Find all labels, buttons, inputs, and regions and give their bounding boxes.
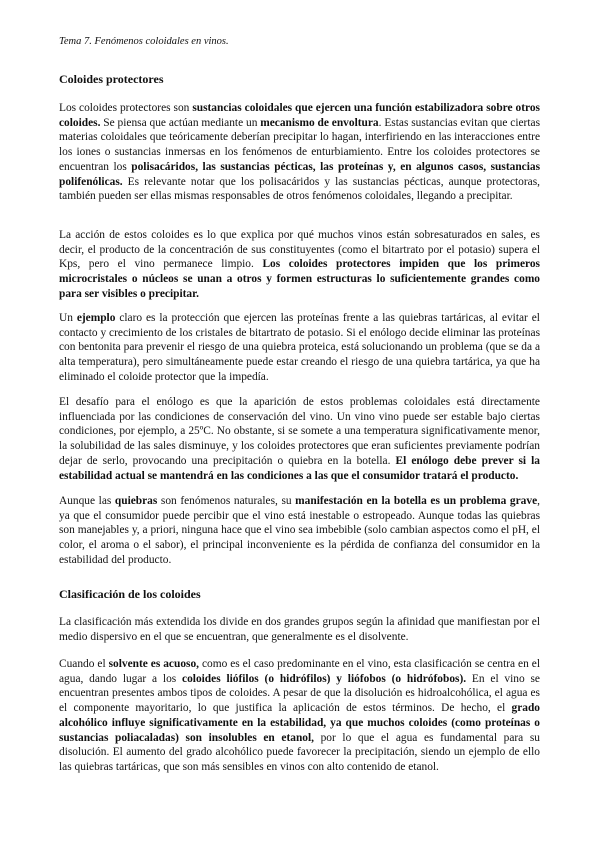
paragraph (59, 228, 540, 302)
text-run: claro es la protección que ejercen las proteínas frente a las quiebras tartáricas, al evitar el contacto y crecimiento de los cristales de bitartrato de potasio. Si el enólogo decide eliminar las proteínas con bentonita para prevenir el riesgo de una quiebra proteica, está solucionando un problema (que se da a alta temperatura), pero simultáneamente puede estar creando el riesgo de una quiebra tartárica, ya que ha eliminado el coloide protector que la impedía. (59, 312, 540, 383)
text-run: Aunque las (59, 495, 115, 507)
text-run: Los coloides protectores son (59, 102, 193, 114)
section-title-clasificacion: Clasificación de los coloides (59, 587, 201, 601)
text-run: Cuando el (59, 658, 109, 670)
paragraph (59, 615, 540, 644)
bold-text-run: solvente es acuoso, (108, 658, 199, 670)
text-run: La clasificación más extendida los divide en dos grandes grupos según la afinidad que manifiestan por el medio dispersivo en el que se encuentran, que generalmente es el disolvente. (59, 616, 540, 643)
text-run: como es el caso predominante en el vino, esta clasificación se centra en el agua, dando lugar a los (59, 658, 540, 685)
text-run: La acción de estos coloides es lo que explica por qué muchos vinos están sobresaturados en sales, es decir, el producto de la concentración de sus constituyentes (como el bitartrato por el potasio) supera el Kps, pero el vino permanece limpio. (59, 229, 540, 271)
text-run: por lo que el agua es fundamental para su disolución. El aumento del grado alcohólico puede favorecer la precipitación, siendo un ejemplo de ello las quiebras tartáricas, que son más sensibles en vinos con alto contenido de etanol. (59, 731, 540, 773)
bold-text-run: Los coloides protectores impiden que los primeros microcristales o núcleos se unan a otros y formen estructuras lo suficientemente grandes como para ser visibles o precipitar. (59, 258, 540, 300)
bold-text-run: polisacáridos, las sustancias pécticas, las proteínas y, en algunos casos, sustancias polifenólicas. (59, 160, 541, 188)
bold-text-run: ejemplo (76, 312, 116, 324)
bold-text-run: mecanismo de envoltura (260, 116, 379, 129)
text-run: En el vino se encuentran presentes ambos tipos de coloides. A pesar de que la disolución es hidroalcohólica, el agua es el componente mayoritario, lo que justifica la aplicación de estos términos. De hecho, el (59, 672, 540, 715)
paragraph (59, 395, 540, 483)
bold-text-run: sustancias coloidales que ejercen una función estabilizadora sobre otros coloides. (59, 102, 540, 129)
text-run: Es relevante notar que los polisacáridos y las sustancias pécticas, aunque protectoras, también pueden ser ellas mismas responsables de otros fenómenos coloidales, llegando a precipitar. (59, 175, 540, 203)
text-run: . Estas sustancias evitan que ciertas materias coloidales que teóricamente deberían precipitar lo hagan, interfiriendo en las interacciones entre los iones o sustancias inmersas en los fenómenos de enturbiamiento. Entre los coloides protectores se encuentran los (59, 116, 540, 173)
text-run: Un (59, 312, 77, 324)
bold-text-run: El enólogo debe prever si la estabilidad actual se mantendrá en las condiciones a las que el consumidor tratará el producto. (59, 454, 540, 482)
paragraph (59, 101, 540, 204)
bold-text-run: coloides liófilos (o hidrófilos) y liófobos (o hidrófobos). (182, 672, 467, 685)
paragraph (59, 311, 540, 385)
bold-text-run: manifestación en la botella es un problema grave (295, 495, 538, 507)
text-run: Se piensa que actúan mediante un (100, 116, 261, 129)
paragraph (59, 657, 540, 775)
section-title-coloides-protectores: Coloides protectores (59, 72, 164, 86)
bold-text-run: grado alcohólico influye significativamente en la estabilidad, ya que muchos coloides (como proteínas o sustancias poliacaladas) son insolubles en etanol, (59, 702, 540, 744)
bold-text-run: quiebras (114, 495, 158, 507)
text-run: , ya que el consumidor puede percibir que el vino está inestable o estropeado. Aunque todas las quiebras son manejables y, a priori, ninguna hace que el vino sea imbebible (solo cambian aspectos como el pH, el color, el aroma o el sabor), el principal inconveniente es la pérdida de confianza del consumidor en la estabilidad del producto. (59, 495, 540, 566)
text-run: El desafío para el enólogo es que la aparición de estos problemas coloidales está directamente influenciada por las condiciones de conservación del vino. Un vino vino puede ser estable bajo ciertas condiciones, por ejemplo, a 25ºC. No obstante, si se somete a una temperatura significativamente menor, la solubilidad de las sales disminuye, y los coloides protectores que eran suficientes previamente podrían dejar de serlo, provocando una precipitación o quiebra en la botella. (59, 396, 540, 467)
text-run: son fenómenos naturales, su (157, 495, 296, 507)
paragraph (59, 494, 540, 568)
running-header: Tema 7. Fenómenos coloidales en vinos. (59, 36, 229, 47)
